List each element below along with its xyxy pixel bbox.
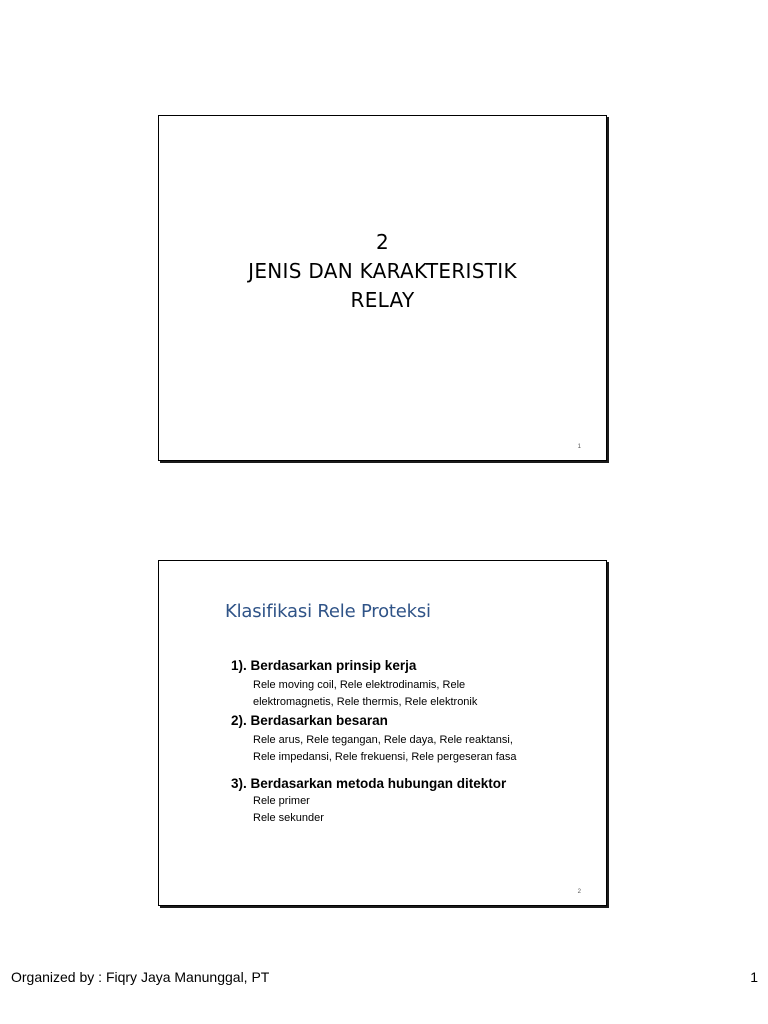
section-item: Rele impedansi, Rele frekuensi, Rele pergeseran fasa [253, 751, 517, 763]
section-items [231, 677, 591, 711]
section-items [231, 793, 591, 827]
section-title: 1). Berdasarkan prinsip kerja [231, 658, 417, 673]
section-item: Rele arus, Rele tegangan, Rele daya, Rele reaktansi, [253, 734, 513, 746]
slide-1-title [159, 228, 606, 315]
slide-1-title-line: JENIS DAN KARAKTERISTIK [248, 259, 517, 283]
section-title: 3). Berdasarkan metoda hubungan ditektor [231, 776, 507, 791]
section-title: 2). Berdasarkan besaran [231, 713, 388, 728]
slide-1-number: 1 [577, 444, 581, 450]
slide-1-title-line: RELAY [350, 288, 415, 312]
section-items [231, 732, 591, 766]
slide-2-body [231, 657, 591, 827]
classification-section [231, 775, 591, 827]
section-item: Rele primer [253, 795, 310, 807]
footer-organizer: Organized by : Fiqry Jaya Manunggal, PT [11, 969, 270, 985]
slide-1 [158, 115, 607, 461]
section-item: Rele sekunder [253, 812, 324, 824]
slide-2 [158, 560, 607, 906]
slide-2-number: 2 [577, 889, 581, 895]
section-item: elektromagnetis, Rele thermis, Rele elektronik [253, 696, 478, 708]
classification-section [231, 657, 591, 711]
section-item: Rele moving coil, Rele elektrodinamis, Rele [253, 679, 466, 691]
classification-section [231, 712, 591, 766]
slide-1-title-line: 2 [375, 230, 390, 254]
footer-page-number: 1 [750, 969, 758, 985]
slide-2-heading: Klasifikasi Rele Proteksi [225, 601, 431, 622]
